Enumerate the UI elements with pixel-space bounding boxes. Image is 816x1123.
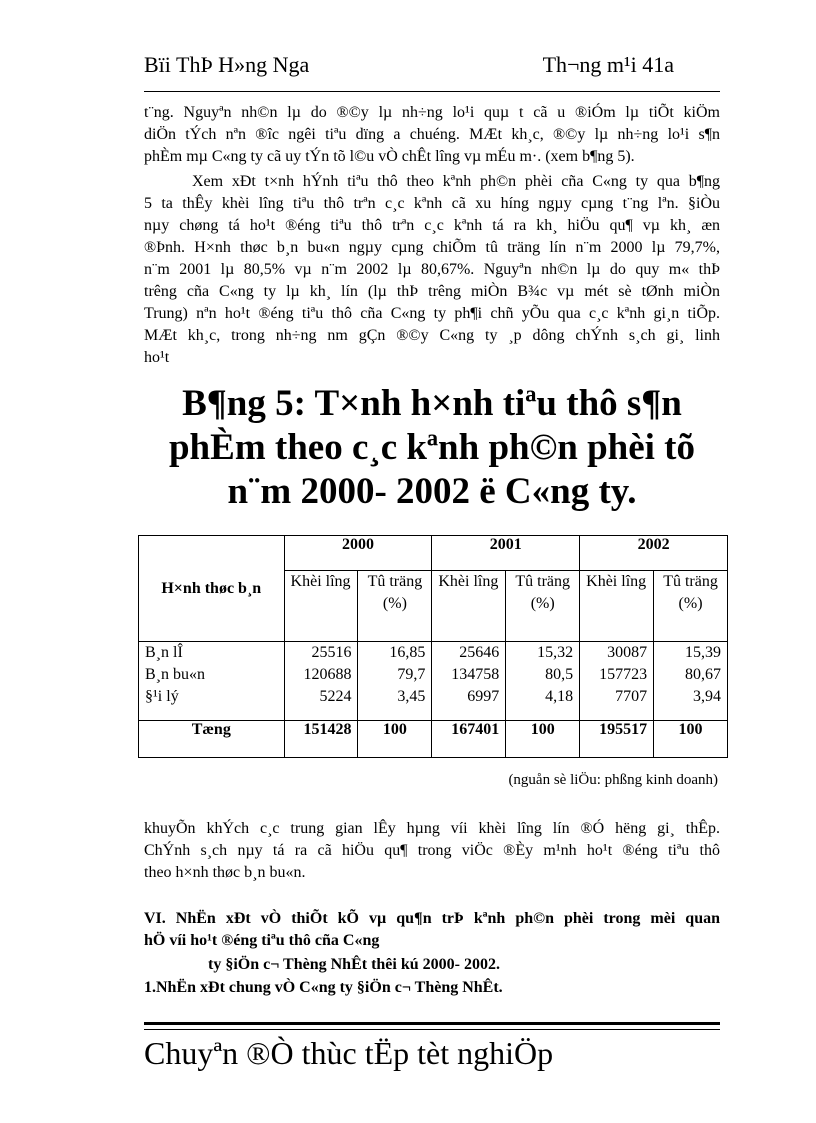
- text-line: n¨m 2001 lµ 80,5% vµ n¨m 2002 lµ 80,67%. Nguyªn nh©n lµ do quy m« thÞ: [144, 261, 720, 278]
- paragraph-conclusion: [144, 818, 720, 884]
- column-header-year: 2000: [284, 536, 432, 571]
- row-labels-cell: [139, 642, 285, 721]
- heading-line: VI. NhËn xÐt vÒ thiÕt kÕ vµ qu¶n trÞ kªnh ph©n phèi trong mèi quan: [144, 910, 720, 927]
- text-line: nµy chøng tá ho¹t ®éng tiªu thô trªn c¸c kªnh tá ra kh¸ hiÖu qu¶ vµ kh¸ æn: [144, 217, 720, 234]
- table-cell: 25646: [459, 644, 500, 661]
- page-header: [144, 52, 674, 84]
- table-cell: 157723: [599, 666, 648, 683]
- cell-column: [506, 642, 580, 721]
- text-line: ho¹t: [144, 349, 170, 366]
- total-label: Tæng: [139, 721, 285, 758]
- cell-column: [358, 642, 432, 721]
- cell-column: [284, 642, 358, 721]
- table-cell: 30087: [607, 644, 648, 661]
- row-label: B¸n lÎ: [145, 644, 183, 661]
- text-line: 5 ta thÊy khèi lîng tiªu thô trªn c¸c kªnh cã xu híng ngµy cµng t¨ng lªn. §iÒu: [144, 195, 720, 212]
- sales-channel-table: [138, 535, 728, 758]
- paragraph-analysis: [144, 171, 720, 369]
- column-header-share: Tû träng (%): [506, 571, 580, 642]
- column-header-quantity: Khèi lîng: [284, 571, 358, 642]
- total-cell: 195517: [580, 721, 654, 758]
- row-label: B¸n bu«n: [145, 666, 205, 683]
- header-author: Bïi ThÞ H»ng Nga: [144, 52, 310, 77]
- column-header-quantity: Khèi lîng: [580, 571, 654, 642]
- title-line: n¨m 2000- 2002 ë C«ng ty.: [227, 471, 637, 512]
- paragraph-intro: [144, 102, 720, 168]
- table-cell: 6997: [467, 688, 500, 705]
- text-line: t¨ng. Nguyªn nh©n lµ do ®©y lµ nh÷ng lo¹i quµ t cã u ®iÓm lµ tiÕt kiÖm: [144, 104, 720, 121]
- text-line: theo h×nh thøc b¸n bu«n.: [144, 864, 306, 881]
- cell-column: [654, 642, 728, 721]
- column-header-quantity: Khèi lîng: [432, 571, 506, 642]
- text-line: phÈm mµ C«ng ty cã uy tÝn tõ l©u vÒ chÊt lîng vµ mÉu m·. (xem b¶ng 5).: [144, 148, 635, 165]
- table-cell: 3,45: [397, 688, 426, 705]
- table-cell: 4,18: [545, 688, 574, 705]
- table-title: [144, 382, 720, 514]
- title-line: B¶ng 5: T×nh h×nh tiªu thô s¶n: [182, 383, 682, 424]
- table-cell: 134758: [451, 666, 500, 683]
- table-cell: 25516: [311, 644, 352, 661]
- table-data-block: [139, 642, 728, 721]
- cell-column: [432, 642, 506, 721]
- column-header-share: Tû träng (%): [358, 571, 432, 642]
- total-cell: 167401: [432, 721, 506, 758]
- cell-column: [580, 642, 654, 721]
- total-cell: 100: [654, 721, 728, 758]
- section-heading: [144, 908, 720, 952]
- table-year-row: [139, 536, 728, 571]
- table-source-note: (nguån sè liÖu: phßng kinh doanh): [508, 772, 718, 788]
- table-cell: 80,5: [545, 666, 574, 683]
- section-heading-continued: ty §iÖn c¬ Thèng NhÊt thêi kú 2000- 2002.: [208, 956, 500, 973]
- text-line: MÆt kh¸c, trong nh÷ng nm gÇn ®©y C«ng ty ¸p dông chÝnh s¸ch gi¸ linh: [144, 327, 720, 344]
- column-header-year: 2002: [580, 536, 728, 571]
- text-line: diÖn tÝch nªn ®îc ngêi tiªu dïng a chuéng. MÆt kh¸c, ®©y lµ nh÷ng lo¹i s¶n: [144, 126, 720, 143]
- table-cell: 15,39: [685, 644, 721, 661]
- table-cell: 79,7: [397, 666, 426, 683]
- footer-rule-thin: [144, 1029, 720, 1030]
- total-cell: 100: [358, 721, 432, 758]
- table-cell: 7707: [615, 688, 648, 705]
- table-cell: 16,85: [389, 644, 426, 661]
- page-footer: Chuyªn ®Ò thùc tËp tèt nghiÖp: [144, 1035, 554, 1071]
- table-cell: 5224: [319, 688, 352, 705]
- text-line: Xem xÐt t×nh hÝnh tiªu thô theo kªnh ph©n phèi cña C«ng ty qua b¶ng: [192, 173, 720, 190]
- text-line: ChÝnh s¸ch nµy tá ra cã hiÖu qu¶ trong viÖc ®Èy m¹nh ho¹t ®éng tiªu thô: [144, 842, 720, 859]
- text-line: Trung) nªn ho¹t ®éng tiªu thô cña C«ng ty ph¶i chñ yÕu qua c¸c kªnh gi¸n tiÕp.: [144, 305, 720, 322]
- text-line: ®Þnh. H×nh thøc b¸n bu«n ngµy cµng chiÕm tû träng lín n¨m 2000 lµ 79,7%,: [144, 239, 720, 256]
- row-label: §¹i lý: [145, 688, 179, 705]
- table-cell: 120688: [303, 666, 352, 683]
- table-cell: 3,94: [693, 688, 721, 705]
- table-cell: 15,32: [537, 644, 574, 661]
- text-line: trêng cña C«ng ty lµ kh¸ lín (lµ thÞ trêng miÒn B¾c vµ mét sè tØnh miÒn: [144, 283, 720, 300]
- total-cell: 100: [506, 721, 580, 758]
- footer-rule-thick: [144, 1022, 720, 1025]
- text-line: khuyÕn khÝch c¸c trung gian lÊy hµng víi khèi lîng lín ®Ó hëng gi¸ thÊp.: [144, 820, 720, 837]
- header-class: Th¬ng m¹i 41a: [542, 52, 674, 77]
- subsection-heading: 1.NhËn xÐt chung vÒ C«ng ty §iÖn c¬ Thèng NhÊt.: [144, 979, 503, 996]
- column-header-share: Tû träng (%): [654, 571, 728, 642]
- total-cell: 151428: [284, 721, 358, 758]
- column-header-sales-form: H×nh thøc b¸n: [139, 536, 285, 642]
- header-rule: [144, 91, 720, 92]
- column-header-year: 2001: [432, 536, 580, 571]
- table-total-row: [139, 721, 728, 758]
- title-line: phÈm theo c¸c kªnh ph©n phèi tõ: [168, 427, 696, 468]
- table-cell: 80,67: [685, 666, 721, 683]
- heading-line: hÖ víi ho¹t ®éng tiªu thô cña C«ng: [144, 932, 380, 949]
